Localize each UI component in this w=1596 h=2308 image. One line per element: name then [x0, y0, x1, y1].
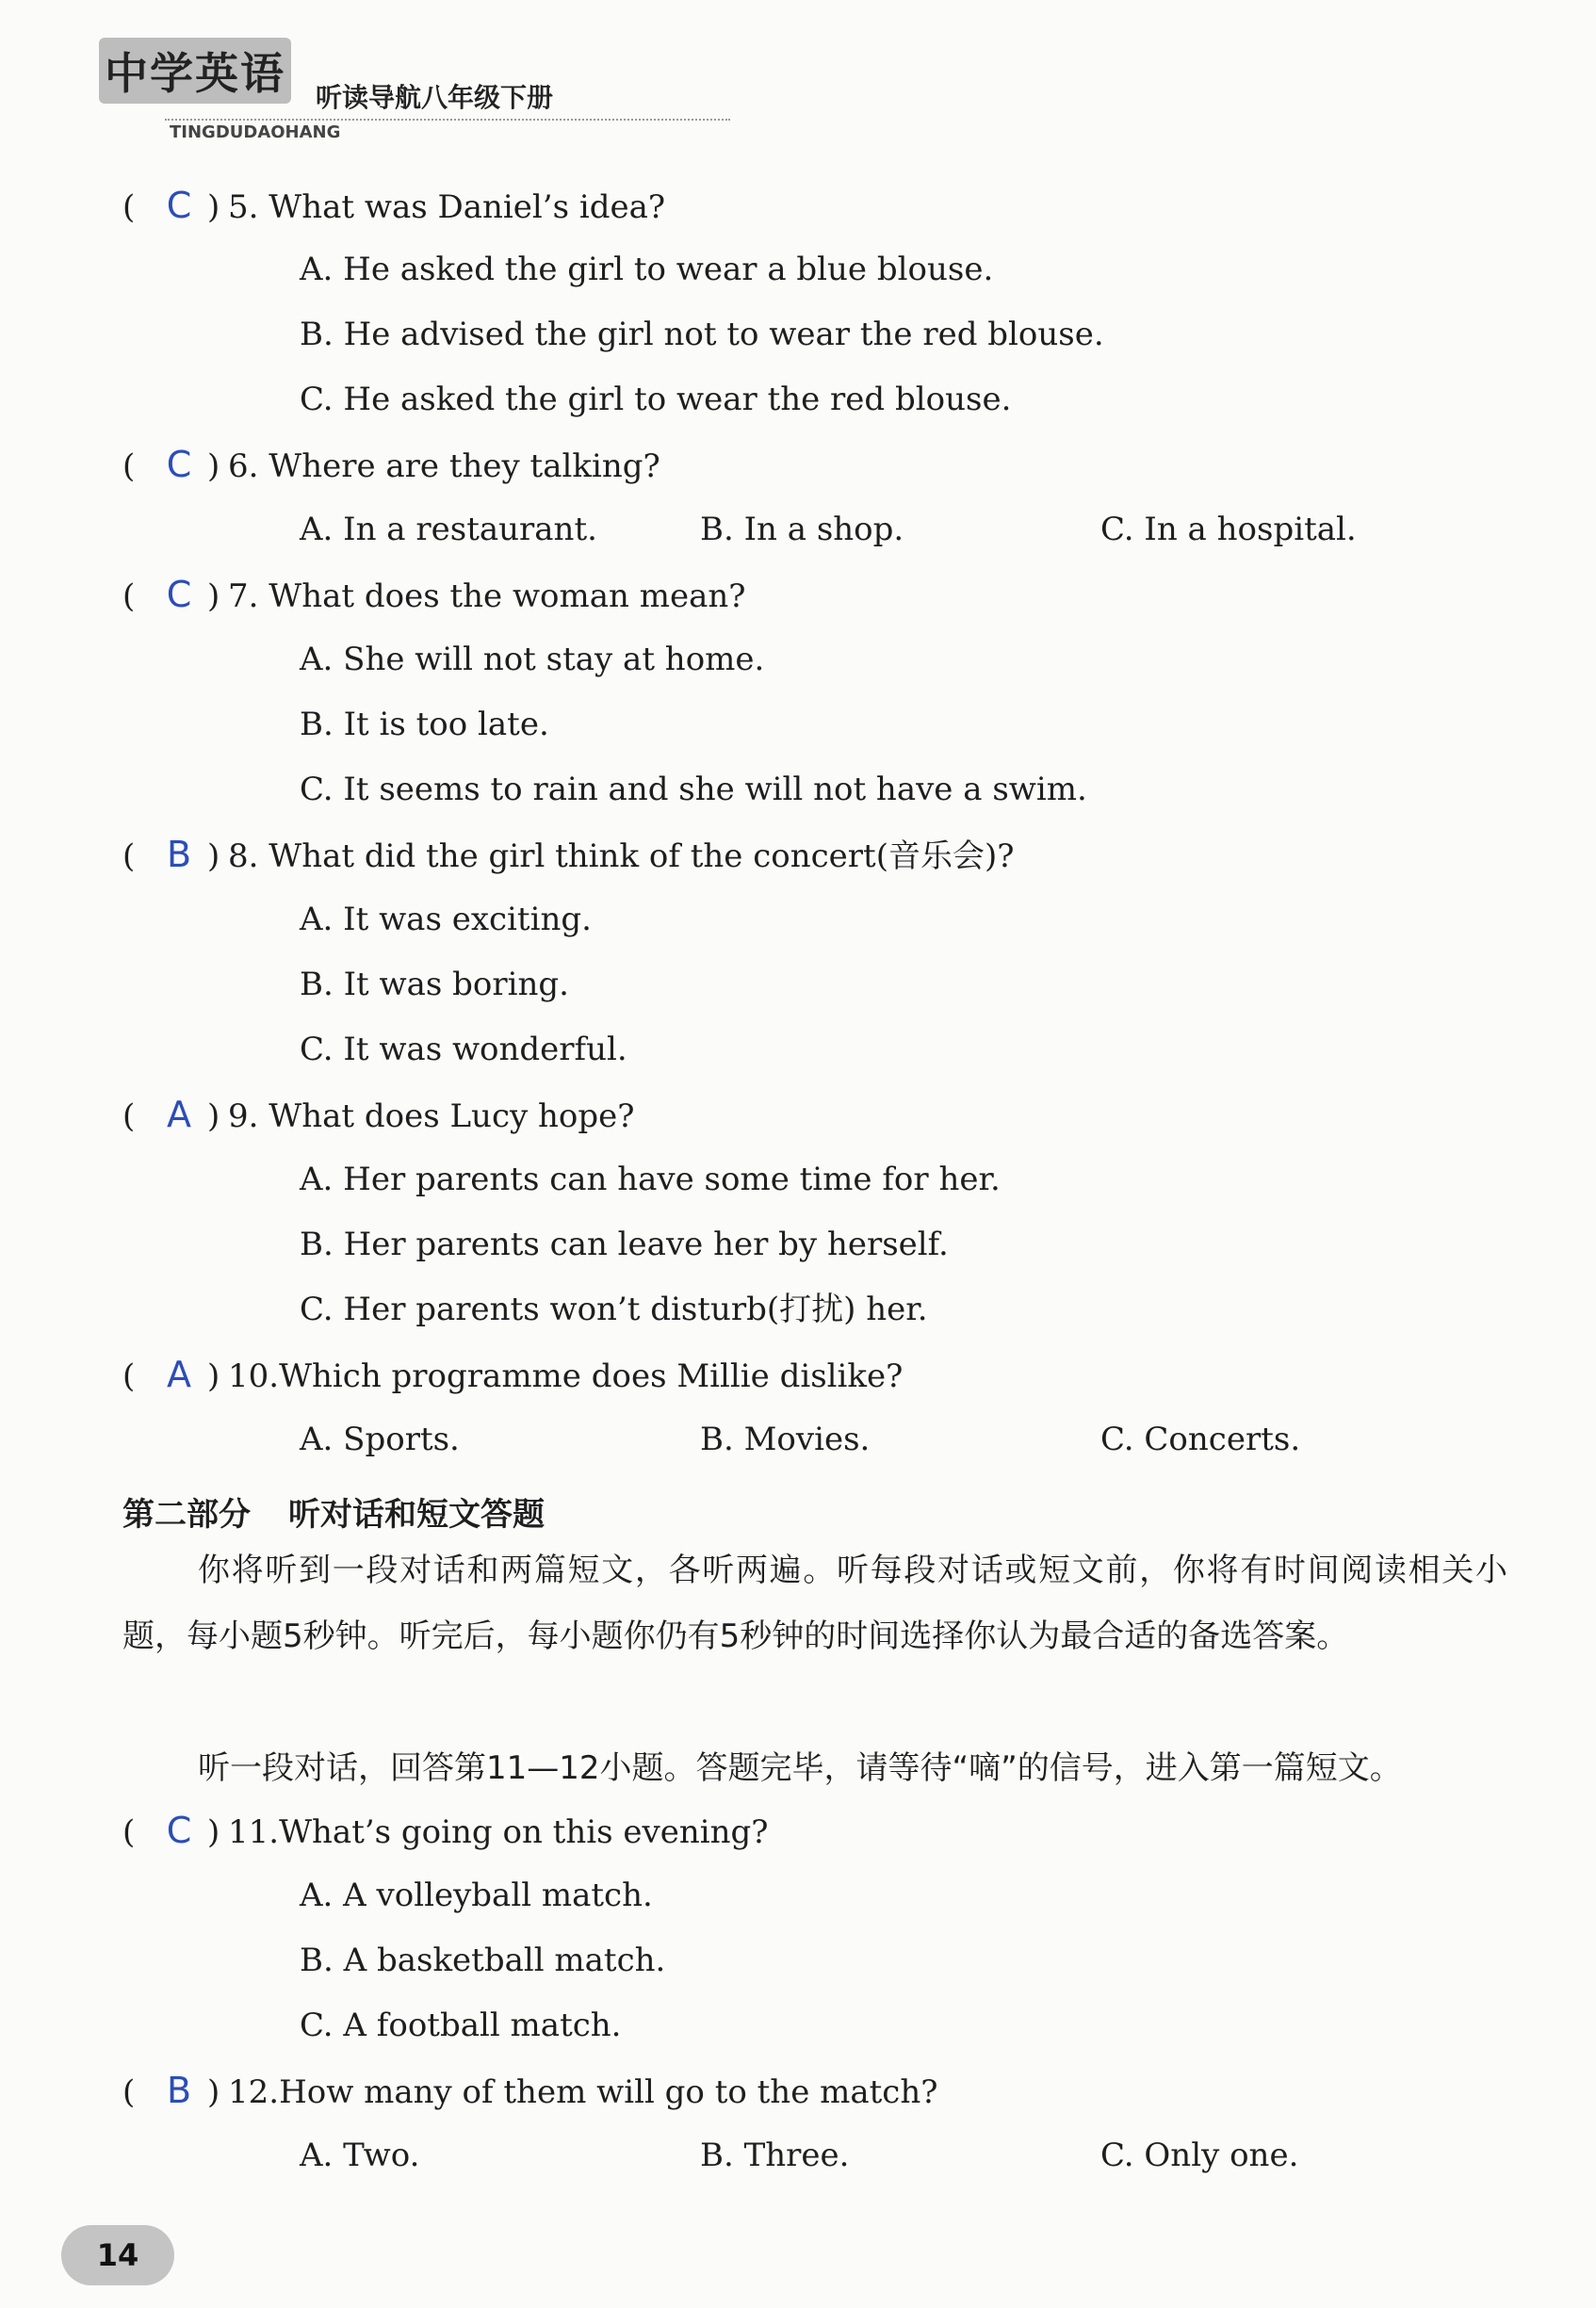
answer-12: B: [166, 2070, 192, 2111]
answer-7: C: [166, 574, 192, 615]
answer-11: C: [166, 1810, 192, 1851]
logo-text: 中学英语: [99, 38, 291, 104]
option: C. Concerts.: [1100, 1421, 1301, 1458]
option: B. It was boring.: [300, 966, 569, 1003]
option-row: [300, 2132, 1524, 2179]
answer-5: C: [166, 185, 192, 226]
option: C. It seems to rain and she will not have a swim.: [300, 771, 1087, 808]
question-number: 6.: [228, 447, 259, 485]
question-number: 10.: [228, 1357, 280, 1395]
answer-10: A: [167, 1354, 191, 1395]
question-number: 12.: [228, 2073, 280, 2111]
option: B. He advised the girl not to wear the red blouse.: [300, 316, 1104, 353]
question-number: 5.: [228, 188, 259, 226]
question-text: Which programme does Millie dislike?: [279, 1357, 904, 1395]
instructions-paragraph: 你将听到一段对话和两篇短文，各听两遍。听每段对话或短文前，你将有时间阅读相关小题，每小题5秒钟。听完后，每小题你仍有5秒钟的时间选择你认为最合适的备选答案。: [122, 1552, 1507, 1655]
option: B. Her parents can leave her by herself.: [300, 1226, 949, 1263]
question-5: ( C ) 5. What was Daniel’s idea?: [122, 182, 665, 229]
book-subtitle: 听读导航八年级下册: [316, 82, 554, 113]
option-row: [300, 1416, 1524, 1463]
page-header: [90, 28, 674, 151]
question-text: What did the girl think of the concert(音乐会)?: [269, 837, 1015, 875]
option: C. In a hospital.: [1100, 511, 1357, 548]
answer-8: B: [166, 834, 192, 875]
book-logo: [99, 38, 295, 104]
answer-6: C: [166, 444, 192, 485]
option: B. It is too late.: [300, 706, 549, 743]
question-number: 11.: [228, 1813, 280, 1851]
question-6: ( C ) 6. Where are they talking?: [122, 441, 660, 488]
option: A. Sports.: [300, 1421, 460, 1458]
option: A. It was exciting.: [300, 901, 592, 938]
question-text: What was Daniel’s idea?: [269, 188, 666, 226]
question-7: ( C ) 7. What does the woman mean?: [122, 571, 746, 618]
question-number: 7.: [228, 577, 259, 615]
section-part: 第二部分: [122, 1496, 251, 1534]
question-text: What does Lucy hope?: [269, 1097, 635, 1135]
question-8: ( B ) 8. What did the girl think of the concert(音乐会)?: [122, 831, 1014, 878]
option: B. A basketball match.: [300, 1942, 666, 1979]
option: B. Three.: [700, 2137, 850, 2174]
question-12: ( B ) 12.How many of them will go to the match?: [122, 2067, 937, 2114]
question-text: What does the woman mean?: [269, 577, 746, 615]
question-10: ( A ) 10.Which programme does Millie dislike?: [122, 1351, 903, 1398]
option: C. It was wonderful.: [300, 1031, 627, 1068]
option: A. In a restaurant.: [300, 511, 597, 548]
option: A. He asked the girl to wear a blue blouse.: [300, 251, 994, 288]
section-title: [122, 1488, 545, 1535]
option: C. A football match.: [300, 2007, 622, 2044]
question-number: 9.: [228, 1097, 259, 1135]
answer-9: A: [167, 1094, 191, 1135]
dialogue-instructions: 听一段对话，回答第11—12小题。答题完毕，请等待“嘀”的信号，进入第一篇短文。: [198, 1749, 1402, 1787]
section-name: 听对话和短文答题: [288, 1496, 545, 1534]
book-pinyin: TINGDUDAOHANG: [170, 122, 341, 142]
question-text: Where are they talking?: [269, 447, 660, 485]
option: C. He asked the girl to wear the red blouse.: [300, 381, 1012, 418]
question-text: How many of them will go to the match?: [279, 2073, 938, 2111]
option: A. Her parents can have some time for her.: [300, 1161, 1001, 1198]
option: C. Only one.: [1100, 2137, 1299, 2174]
question-9: ( A ) 9. What does Lucy hope?: [122, 1091, 634, 1138]
option: A. Two.: [300, 2137, 420, 2174]
question-text: What’s going on this evening?: [279, 1813, 769, 1851]
page-number: 14: [61, 2225, 174, 2285]
header-divider: [165, 119, 730, 121]
option: B. Movies.: [700, 1421, 871, 1458]
option: A. A volleyball match.: [300, 1877, 653, 1914]
question-11: ( C ) 11.What’s going on this evening?: [122, 1807, 768, 1854]
option: A. She will not stay at home.: [300, 641, 765, 678]
question-number: 8.: [228, 837, 259, 875]
option-row: [300, 506, 1524, 553]
option: C. Her parents won’t disturb(打扰) her.: [300, 1291, 928, 1328]
option: B. In a shop.: [700, 511, 904, 548]
